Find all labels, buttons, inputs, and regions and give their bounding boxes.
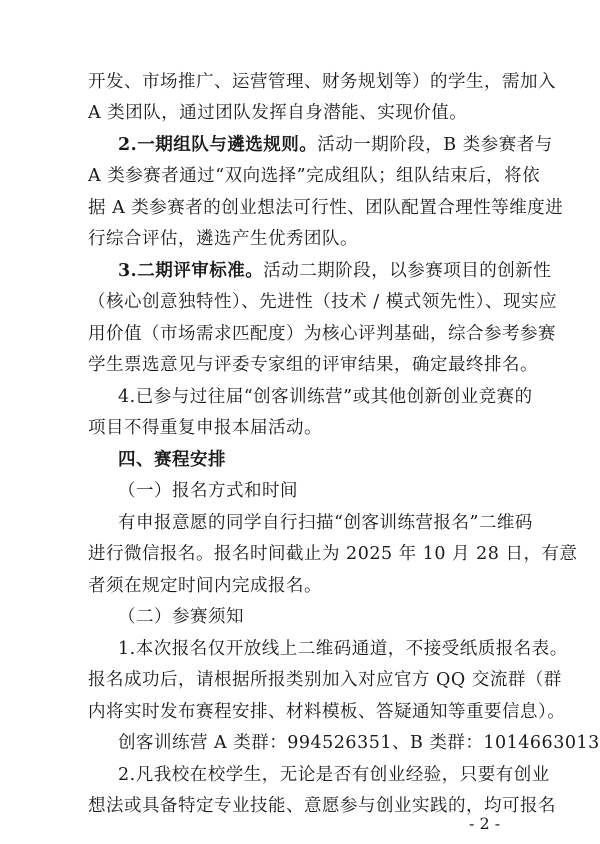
paragraph-line: A 类团队，通过团队发挥自身潜能、实现价值。 (88, 103, 468, 123)
paragraph-line: 据 A 类参赛者的创业想法可行性、团队配置合理性等维度进 (88, 198, 564, 218)
rule-item-3 (118, 259, 552, 283)
paragraph-line: 1.本次报名仅开放线上二维码通道，不接受纸质报名表。 (118, 639, 568, 659)
paragraph-line: A 类参赛者通过“双向选择”完成组队；组队结束后，将依 (88, 166, 541, 186)
paragraph-line: 项目不得重复申报本届活动。 (88, 418, 322, 438)
rule-item-2 (118, 133, 553, 157)
rule-text: 活动一期阶段，B 类参赛者与 (317, 135, 553, 155)
paragraph-line: （核心创意独特性）、先进性（技术 / 模式领先性）、现实应 (88, 292, 558, 312)
paragraph-line: 者须在规定时间内完成报名。 (88, 576, 322, 596)
paragraph-line: 用价值（市场需求匹配度）为核心评判基础，综合参考参赛 (88, 324, 556, 344)
paragraph-line: 开发、市场推广、运营管理、财务规划等）的学生，需加入 (88, 72, 556, 92)
rule-heading: 3.二期评审标准。 (118, 261, 264, 281)
qq-group-line: 创客训练营 A 类群：994526351、B 类群：1014663013 (118, 733, 600, 753)
paragraph-line: 学生票选意见与评委专家组的评审结果，确定最终排名。 (88, 355, 538, 375)
subsection-heading: （一）报名方式和时间 (118, 481, 298, 501)
page-number: - 2 - (469, 814, 501, 833)
paragraph-line: 4.已参与过往届“创客训练营”或其他创新创业竞赛的 (118, 387, 533, 407)
rule-heading: 2.一期组队与遴选规则。 (118, 135, 318, 155)
paragraph-line: 内将实时发布赛程安排、材料模板、答疑通知等重要信息）。 (88, 702, 566, 722)
paragraph-line: 有申报意愿的同学自行扫描“创客训练营报名”二维码 (118, 513, 533, 533)
paragraph-line: 进行微信报名。报名时间截止为 2025 年 10 月 28 日，有意 (88, 544, 578, 564)
paragraph-line: 行综合评估，遴选产生优秀团队。 (88, 229, 358, 249)
section-heading: 四、赛程安排 (118, 450, 226, 470)
rule-text: 活动二期阶段，以参赛项目的创新性 (263, 261, 552, 281)
paragraph-line: 想法或具备特定专业技能、意愿参与创业实践的，均可报名 (88, 796, 556, 816)
paragraph-line: 报名成功后，请根据所报类别加入对应官方 QQ 交流群（群 (88, 670, 562, 690)
paragraph-line: 2.凡我校在校学生，无论是否有创业经验，只要有创业 (118, 765, 550, 785)
subsection-heading: （二）参赛须知 (118, 607, 244, 627)
